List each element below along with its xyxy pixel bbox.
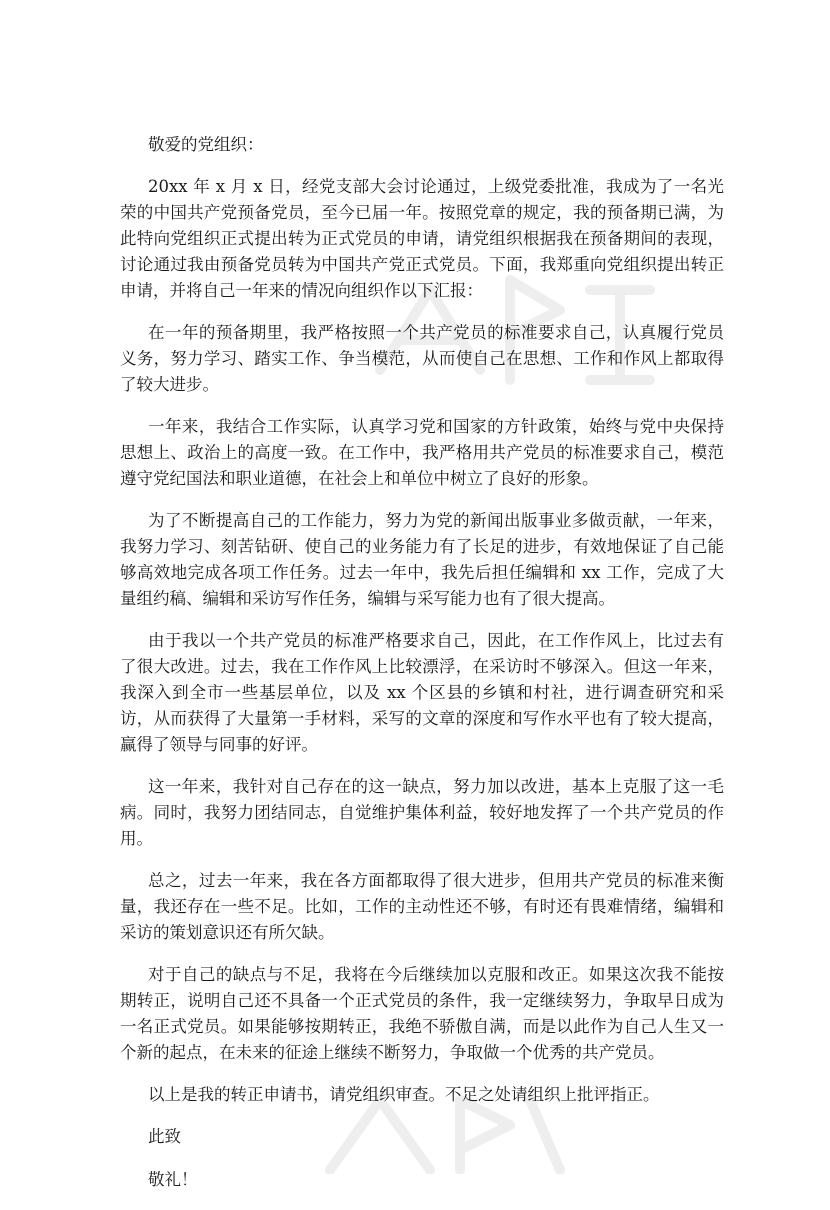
paragraph-9: 以上是我的转正申请书，请党组织审查。不足之处请组织上批评指正。: [148, 1085, 660, 1104]
letter-body: [120, 132, 724, 1210]
paragraph-3: 一年来，我结合工作实际，认真学习党和国家的方针政策，始终与党中央保持思想上、政治上的高度一致。在工作中，我严格用共产党员的标准要求自己，模范遵守党纪国法和职业道德，在社会上和单位中树立了良好的形象。: [120, 417, 724, 488]
paragraph-1: 20xx 年 x 月 x 日，经党支部大会讨论通过，上级党委批准，我成为了一名光荣的中国共产党预备党员，至今已届一年。按照党章的规定，我的预备期已满，为此特向党组织正式提出转为正式党员的申请，请党组织根据我在预备期间的表现，讨论通过我由预备党员转为中国共产党正式党员。下面，我郑重向党组织提出转正申请，并将自己一年来的情况向组织作以下汇报：: [120, 177, 724, 300]
paragraph-5: 由于我以一个共产党员的标准严格要求自己，因此，在工作作风上，比过去有了很大改进。过去，我在工作作风上比较漂浮，在采访时不够深入。但这一年来，我深入到全市一些基层单位，以及 xx 个区县的乡镇和村社，进行调查研究和采访，从而获得了大量第一手材料，采写的文章的深度和写作水平也有了较大提高，赢得了领导与同事的好评。: [120, 631, 724, 754]
closing-regards: 敬礼！: [148, 1170, 198, 1189]
paragraph-6: 这一年来，我针对自己存在的这一缺点，努力加以改进，基本上克服了这一毛病。同时，我努力团结同志，自觉维护集体利益，较好地发挥了一个共产党员的作用。: [120, 777, 724, 848]
closing-salutation: 此致: [148, 1127, 181, 1146]
greeting-line: 敬爱的党组织：: [148, 135, 264, 154]
paragraph-8: 对于自己的缺点与不足，我将在今后继续加以克服和改正。如果这次我不能按期转正，说明自己还不具备一个正式党员的条件，我一定继续努力，争取早日成为一名正式党员。如果能够按期转正，我绝不骄傲自满，而是以此作为自己人生又一个新的起点，在未来的征途上继续不断努力，争取做一个优秀的共产党员。: [120, 965, 724, 1062]
paragraph-2: 在一年的预备期里，我严格按照一个共产党员的标准要求自己，认真履行党员义务，努力学习、踏实工作、争当模范，从而使自己在思想、工作和作风上都取得了较大进步。: [120, 323, 724, 394]
paragraph-7: 总之，过去一年来，我在各方面都取得了很大进步，但用共产党员的标准来衡量，我还存在一些不足。比如，工作的主动性还不够，有时还有畏难情绪，编辑和采访的策划意识还有所欠缺。: [120, 871, 724, 942]
paragraph-4: 为了不断提高自己的工作能力，努力为党的新闻出版事业多做贡献，一年来，我努力学习、刻苦钻研、使自己的业务能力有了长足的进步，有效地保证了自己能够高效地完成各项工作任务。过去一年中，我先后担任编辑和 xx 工作，完成了大量组约稿、编辑和采访写作任务，编辑与采写能力也有了很大提高。: [120, 511, 724, 608]
